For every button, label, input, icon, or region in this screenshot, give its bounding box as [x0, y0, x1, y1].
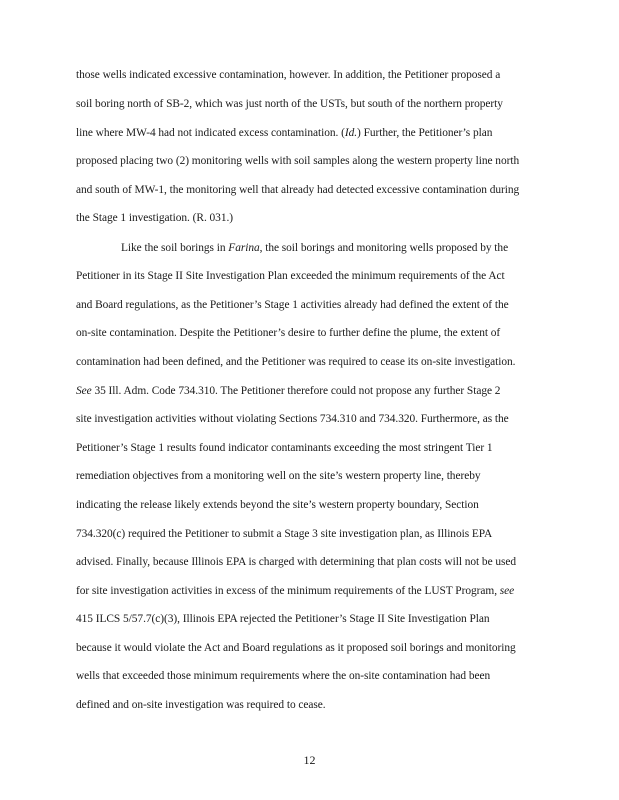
body-text-line: See 35 Ill. Adm. Code 734.310. The Petitioner therefore could not propose any further Stage 2 — [76, 385, 501, 397]
body-text-line: 415 ILCS 5/57.7(c)(3), Illinois EPA rejected the Petitioner’s Stage II Site Investigation Plan — [76, 613, 490, 625]
body-text-line: proposed placing two (2) monitoring wells with soil samples along the western property line north — [76, 155, 520, 167]
body-text-line: 734.320(c) required the Petitioner to submit a Stage 3 site investigation plan, as Illinois EPA — [76, 528, 493, 540]
body-text-line: the Stage 1 investigation. (R. 031.) — [76, 212, 234, 224]
body-text-line: advised. Finally, because Illinois EPA is charged with determining that plan costs will not be used — [76, 556, 517, 568]
body-text-line: Petitioner in its Stage II Site Investigation Plan exceeded the minimum requirements of the Act — [76, 270, 505, 282]
body-text-line: indicating the release likely extends beyond the site’s western property boundary, Section — [76, 499, 479, 511]
body-text-line: wells that exceeded those minimum requirements where the on-site contamination had been — [76, 670, 491, 682]
body-text-line: defined and on-site investigation was required to cease. — [76, 699, 326, 711]
body-text-line: because it would violate the Act and Board regulations as it proposed soil borings and monitoring — [76, 642, 516, 654]
body-text-line: for site investigation activities in excess of the minimum requirements of the LUST Program, see — [76, 585, 515, 597]
body-text-line: line where MW-4 had not indicated excess contamination. (Id.) Further, the Petitioner’s plan — [76, 127, 493, 139]
body-text-line: site investigation activities without violating Sections 734.310 and 734.320. Furthermore, as the — [76, 413, 509, 425]
body-text-line: those wells indicated excessive contamination, however. In addition, the Petitioner proposed a — [76, 69, 501, 81]
body-text-line: remediation objectives from a monitoring well on the site’s western property line, thereby — [76, 470, 481, 482]
body-text-line: on-site contamination. Despite the Petitioner’s desire to further define the plume, the extent of — [76, 327, 501, 339]
body-text-line: soil boring north of SB-2, which was just north of the USTs, but south of the northern property — [76, 98, 503, 110]
body-text-line: Petitioner’s Stage 1 results found indicator contaminants exceeding the most stringent Tier 1 — [76, 442, 493, 454]
page-number: 12 — [303, 753, 316, 767]
body-text-line: and Board regulations, as the Petitioner’s Stage 1 activities already had defined the extent of the — [76, 299, 509, 311]
body-text-line: and south of MW-1, the monitoring well that already had detected excessive contamination during — [76, 184, 520, 196]
body-text-line: contamination had been defined, and the Petitioner was required to cease its on-site investigation. — [76, 356, 516, 368]
body-text-line: Like the soil borings in Farina, the soil borings and monitoring wells proposed by the — [121, 242, 509, 254]
